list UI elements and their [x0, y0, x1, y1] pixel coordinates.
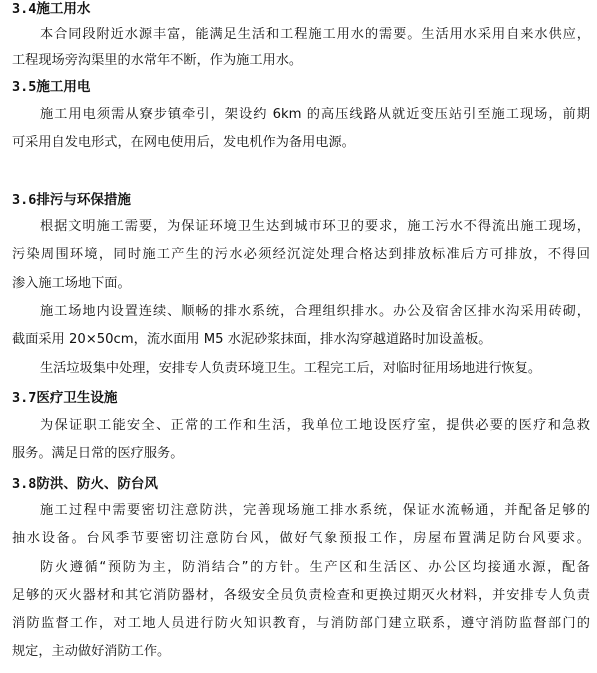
paragraph-line: 施工过程中需要密切注意防洪，完善现场施工排水系统，保证水流畅通，并配备足够的 — [40, 503, 590, 518]
paragraph-line: 为保证职工能安全、正常的工作和生活，我单位工地设医疗室，提供必要的医疗和急救 — [40, 418, 590, 433]
paragraph-line: 工程现场旁沟渠里的水常年不断，作为施工用水。 — [12, 53, 303, 68]
paragraph-line: 根据文明施工需要，为保证环境卫生达到城市环卫的要求，施工污水不得流出施工现场， — [40, 219, 590, 234]
paragraph-line: 渗入施工场地下面。 — [12, 276, 131, 291]
section-heading-3-5: 3.5施工用电 — [12, 79, 91, 95]
paragraph-line: 抽水设备。台风季节要密切注意防台风，做好气象预报工作，房屋布置满足防台风要求。 — [12, 531, 590, 546]
clipped-text-fragment — [24, 668, 84, 673]
paragraph-line: 污染周围环境，同时施工产生的污水必须经沉淀处理合格达到排放标准后方可排放，不得回 — [12, 247, 590, 262]
paragraph-line: 规定，主动做好消防工作。 — [12, 644, 171, 659]
paragraph-line: 截面采用 20×50cm，流水面用 M5 水泥砂浆抹面，排水沟穿越道路时加设盖板。 — [12, 332, 492, 347]
paragraph-line: 本合同段附近水源丰富，能满足生活和工程施工用水的需要。生活用水采用自来水供应， — [40, 27, 590, 42]
section-heading-3-4: 3.4施工用水 — [12, 1, 91, 17]
paragraph-line: 可采用自发电形式，在网电使用后，发电机作为备用电源。 — [12, 135, 355, 150]
section-heading-3-8: 3.8防洪、防火、防台风 — [12, 476, 158, 492]
paragraph-line: 生活垃圾集中处理，安排专人负责环境卫生。工程完工后，对临时征用场地进行恢复。 — [40, 361, 542, 376]
paragraph-line: 足够的灭火器材和其它消防器材，各级安全员负责检查和更换过期灭火材料，并安排专人负责 — [12, 588, 590, 603]
section-heading-3-6: 3.6排污与环保措施 — [12, 192, 131, 208]
paragraph-line: 服务。满足日常的医疗服务。 — [12, 446, 184, 461]
paragraph-line: 防火遵循“预防为主，防消结合”的方针。生产区和生活区、办公区均接通水源，配备 — [40, 560, 590, 575]
paragraph-line: 施工场地内设置连续、顺畅的排水系统，合理组织排水。办公及宿舍区排水沟采用砖砌， — [40, 304, 590, 319]
paragraph-line: 施工用电须需从寮步镇牵引，架设约 6km 的高压线路从就近变压站引至施工现场，前期 — [40, 107, 590, 122]
paragraph-line: 消防监督工作，对工地人员进行防火知识教育，与消防部门建立联系，遵守消防监督部门的 — [12, 616, 590, 631]
section-heading-3-7: 3.7医疗卫生设施 — [12, 390, 118, 406]
